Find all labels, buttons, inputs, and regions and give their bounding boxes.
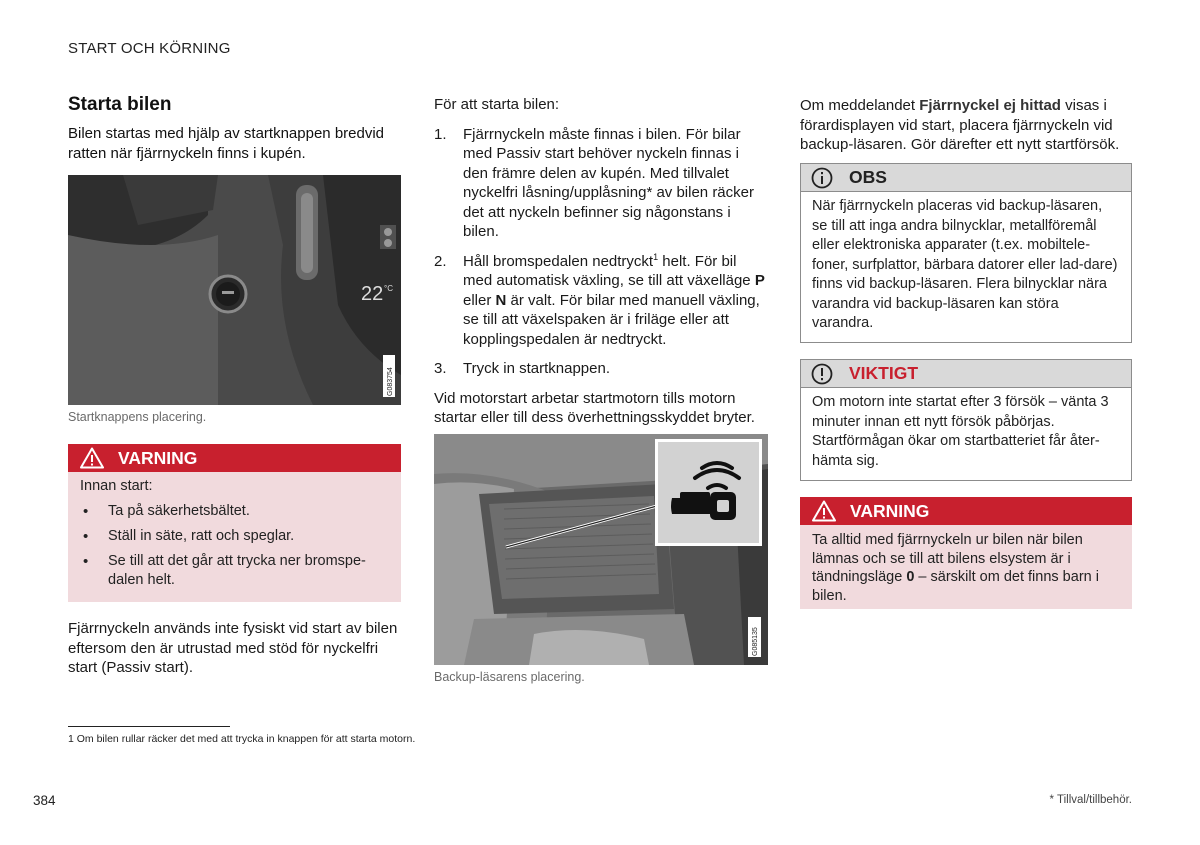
warning-lead: Innan start: [80,478,153,494]
gear-p: P [754,272,765,289]
gear-n: N [495,291,507,309]
warning-label: VARNING [118,447,198,468]
section-intro-text: Bilen startas med hjälp av startknappen bredvid ratten när fjärrnyckeln finns i kupén. [68,125,385,162]
procedure-after: Vid motorstart arbetar startmotorn tills motorn startar eller till dess överhettningsskyddet bryter. [434,389,755,426]
footnote-divider [68,726,230,727]
footnote-text: Om bilen rullar räcker det med att trycka in knappen för att starta motorn. [73,733,416,745]
warning-list [68,494,401,590]
step-text: Håll bromspedalen nedtryckt [463,252,654,270]
important-text: Om motorn inte startat efter 3 försök – vänta 3 minuter innan ett nytt försök påbörjas. Startförmågan ökar om startbatteriet får åter-hämta sig. [812,394,1109,469]
warning-box-before-start [68,444,401,602]
figure2-caption: Backup-läsarens placering. [434,670,585,684]
list-item: • Ställ in säte, ratt och speglar. [80,527,379,546]
list-item: • Ta på säkerhetsbältet. [80,502,379,521]
step-number: 2. [434,252,447,270]
obs-box [800,163,1132,343]
temp-unit: °C [384,284,393,293]
footnote-ref: 1 [653,251,659,262]
step-number: 3. [434,360,447,377]
step-text: är valt. För bilar med manuell växling, se till att växelspaken är i friläge eller att kopplingspedalen är nedtryckt. [463,291,760,348]
footnote-mark: 1 [68,733,74,745]
step-text: eller [463,291,496,309]
start-button-photo [68,175,401,405]
page-number: 384 [33,793,56,808]
procedure-steps [434,125,768,379]
ignition-mode: 0 [906,569,915,585]
step-text: helt. För bil med automatisk växling, se till att växelläge [463,252,755,289]
exclamation-icon [811,363,833,385]
section-title: Starta bilen [68,94,172,115]
running-head: START OCH KÖRNING [68,40,231,57]
important-header [801,360,1131,388]
obs-header [801,164,1131,192]
optional-equipment-note: * Tillval/tillbehör. [1049,794,1132,806]
obs-text: När fjärrnyckeln placeras vid backup-läsaren, se till att inga andra bilnycklar, metallföremål eller elektroniska apparater (t.ex. mobiltele-foner, surfplattor, bärbara datorer eller lad-dare) finns vid backup-läsaren. Flera bilnycklar nära varandra vid backup-läsaren kan störa varandra. [812,198,1118,331]
figure1-caption: Startknappens placering. [68,410,207,424]
list-item: • Se till att det går att trycka ner bromspe-dalen helt. [80,552,379,590]
warning-label: VARNING [850,500,930,521]
important-label: VIKTIGT [849,363,919,383]
warning-triangle-icon [812,500,836,522]
procedure-intro: För att starta bilen: [434,96,560,113]
section-intro [68,94,401,163]
list-item [434,125,768,242]
step-text: Fjärrnyckeln måste finnas i bilen. För bilar med Passiv start behöver nyckeln finnas i den främre delen av kupén. Med tillvalet nyckelfri låsning/upplåsning* av bilen räcker det att nyckeln befinner sig någonstans i bilen. [463,125,754,240]
list-item [434,359,768,379]
info-icon [811,167,833,189]
backup-reader-photo [434,434,768,665]
key-not-found-paragraph [800,96,1132,155]
warning-header [68,444,401,472]
warning-box-children [800,497,1132,609]
footnote [68,733,415,745]
figure2-code: G085135 [752,627,759,656]
temp-readout: 22 [361,283,384,305]
obs-label: OBS [849,167,887,187]
paragraph-text: Om meddelandet [800,97,920,114]
figure1-code: G083754 [387,367,394,396]
list-item [434,252,768,350]
warning-triangle-icon [80,447,104,469]
step-number: 1. [434,125,447,143]
start-procedure [434,95,768,428]
passive-start-note: Fjärrnyckeln används inte fysiskt vid start av bilen eftersom den är utrustad med stöd för nyckelfri start (Passiv start). [68,620,398,676]
paragraph-text: visas i förardisplayen vid start, placera fjärrnyckeln vid backup-läsaren. Gör därefter ett nytt startförsök. [800,97,1120,153]
message-name: Fjärrnyckel ej hittad [919,97,1061,114]
important-box [800,359,1132,481]
warning-text: Ta alltid med fjärrnyckeln ur bilen när bilen lämnas och se till att bilens elsystem är i tändningsläge 0 – särskilt om det finns barn i bilen. [812,532,1099,604]
step-text: Tryck in startknappen. [463,360,611,377]
warning-header [800,497,1132,525]
